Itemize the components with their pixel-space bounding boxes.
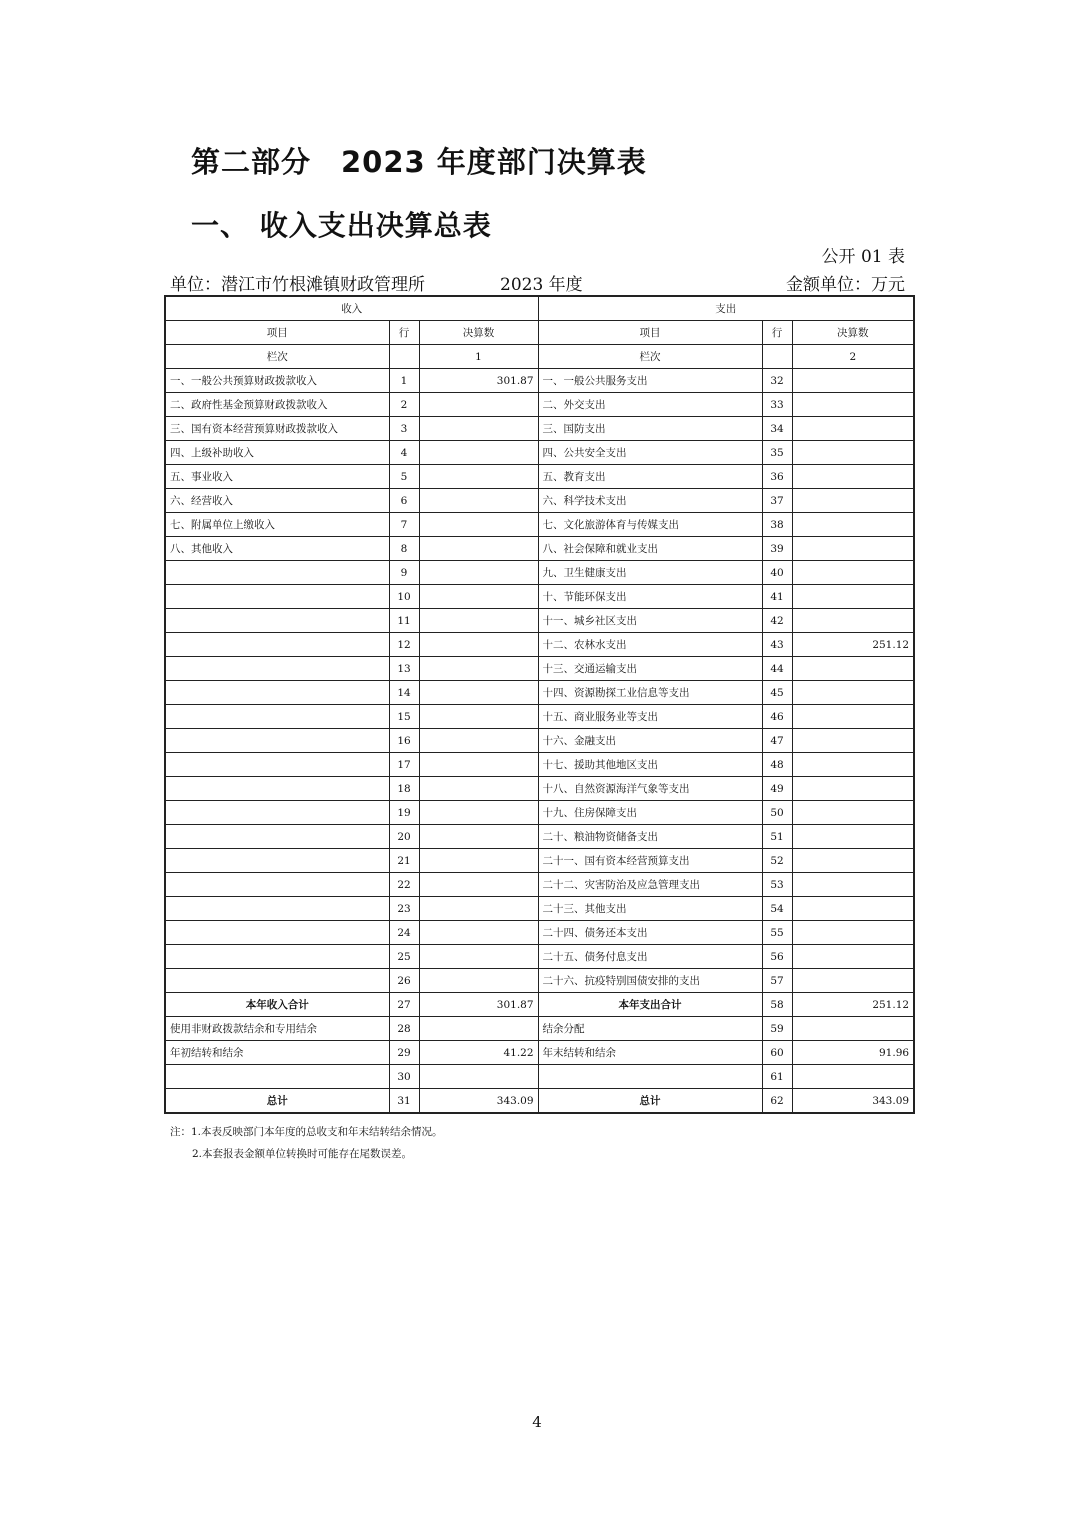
income-item-cell <box>165 801 389 825</box>
expense-line-cell: 60 <box>762 1041 792 1065</box>
expense-amount-cell <box>792 585 914 609</box>
expense-amount-cell <box>792 801 914 825</box>
income-line-cell: 29 <box>389 1041 419 1065</box>
expense-amount-cell <box>792 945 914 969</box>
header-row-index <box>165 345 914 369</box>
expense-line-cell: 41 <box>762 585 792 609</box>
income-amount-cell <box>419 1017 538 1041</box>
expense-line-cell: 48 <box>762 753 792 777</box>
expense-amount-cell <box>792 705 914 729</box>
expense-line-cell: 45 <box>762 681 792 705</box>
income-amount-cell <box>419 465 538 489</box>
expense-item-cell: 本年支出合计 <box>538 993 762 1017</box>
income-line-cell: 6 <box>389 489 419 513</box>
income-item-header: 项目 <box>165 321 389 345</box>
expense-item-cell <box>538 1065 762 1089</box>
expense-amount-cell <box>792 513 914 537</box>
expense-amount-cell <box>792 921 914 945</box>
income-header: 收入 <box>165 296 538 321</box>
expense-amount-cell <box>792 729 914 753</box>
income-expense-table <box>164 295 915 1114</box>
expense-amount-cell <box>792 849 914 873</box>
income-amount-cell <box>419 657 538 681</box>
income-item-cell: 年初结转和结余 <box>165 1041 389 1065</box>
expense-col-index-label: 栏次 <box>538 345 762 369</box>
income-amount-cell <box>419 801 538 825</box>
income-line-cell: 2 <box>389 393 419 417</box>
expense-item-cell: 十二、农林水支出 <box>538 633 762 657</box>
expense-amount-cell <box>792 777 914 801</box>
table-row <box>165 1041 914 1065</box>
expense-amount-cell <box>792 537 914 561</box>
year-label: 2023 年度 <box>500 275 583 295</box>
table-row <box>165 465 914 489</box>
income-amount-cell <box>419 681 538 705</box>
income-amount-cell: 41.22 <box>419 1041 538 1065</box>
header-row-sections <box>165 296 914 321</box>
expense-amount-cell <box>792 681 914 705</box>
income-line-cell: 21 <box>389 849 419 873</box>
income-amount-cell <box>419 609 538 633</box>
income-line-cell: 19 <box>389 801 419 825</box>
expense-item-cell: 十三、交通运输支出 <box>538 657 762 681</box>
expense-amount-cell: 251.12 <box>792 993 914 1017</box>
expense-item-cell: 十九、住房保障支出 <box>538 801 762 825</box>
income-line-cell: 15 <box>389 705 419 729</box>
income-line-cell: 12 <box>389 633 419 657</box>
table-row <box>165 897 914 921</box>
table-row <box>165 825 914 849</box>
expense-amount-cell: 343.09 <box>792 1089 914 1114</box>
table-row <box>165 945 914 969</box>
expense-item-cell: 八、社会保障和就业支出 <box>538 537 762 561</box>
income-item-cell <box>165 681 389 705</box>
expense-item-cell: 二十三、其他支出 <box>538 897 762 921</box>
income-item-cell <box>165 753 389 777</box>
expense-amount-cell <box>792 369 914 393</box>
income-item-cell <box>165 849 389 873</box>
income-amount-cell <box>419 513 538 537</box>
income-item-cell <box>165 705 389 729</box>
expense-item-cell: 十七、援助其他地区支出 <box>538 753 762 777</box>
expense-amount-cell: 251.12 <box>792 633 914 657</box>
income-item-cell: 总计 <box>165 1089 389 1114</box>
expense-line-cell: 43 <box>762 633 792 657</box>
expense-line-cell: 42 <box>762 609 792 633</box>
income-item-cell <box>165 873 389 897</box>
expense-amount-cell <box>792 609 914 633</box>
income-col-index-blank <box>389 345 419 369</box>
table-row <box>165 633 914 657</box>
expense-item-cell: 十八、自然资源海洋气象等支出 <box>538 777 762 801</box>
table-row <box>165 561 914 585</box>
income-line-cell: 14 <box>389 681 419 705</box>
table-row <box>165 777 914 801</box>
income-amount-cell <box>419 441 538 465</box>
income-line-cell: 10 <box>389 585 419 609</box>
expense-item-cell: 年末结转和结余 <box>538 1041 762 1065</box>
expense-line-cell: 40 <box>762 561 792 585</box>
expense-line-cell: 57 <box>762 969 792 993</box>
expense-line-cell: 38 <box>762 513 792 537</box>
income-line-cell: 20 <box>389 825 419 849</box>
expense-line-cell: 50 <box>762 801 792 825</box>
table-row <box>165 705 914 729</box>
expense-line-cell: 39 <box>762 537 792 561</box>
income-amount-cell <box>419 945 538 969</box>
income-line-cell: 27 <box>389 993 419 1017</box>
income-item-cell <box>165 969 389 993</box>
income-item-cell <box>165 1065 389 1089</box>
income-amount-cell <box>419 897 538 921</box>
expense-line-cell: 46 <box>762 705 792 729</box>
table-row <box>165 729 914 753</box>
income-amount-cell <box>419 921 538 945</box>
table-row <box>165 537 914 561</box>
table-row <box>165 609 914 633</box>
income-item-cell: 五、事业收入 <box>165 465 389 489</box>
income-item-cell: 六、经营收入 <box>165 489 389 513</box>
expense-item-header: 项目 <box>538 321 762 345</box>
expense-line-cell: 37 <box>762 489 792 513</box>
expense-line-cell: 34 <box>762 417 792 441</box>
income-amount-cell <box>419 753 538 777</box>
expense-item-cell: 结余分配 <box>538 1017 762 1041</box>
expense-item-cell: 三、国防支出 <box>538 417 762 441</box>
table-row <box>165 681 914 705</box>
expense-line-cell: 35 <box>762 441 792 465</box>
table-row <box>165 801 914 825</box>
income-line-cell: 5 <box>389 465 419 489</box>
income-line-cell: 30 <box>389 1065 419 1089</box>
expense-item-cell: 五、教育支出 <box>538 465 762 489</box>
income-item-cell <box>165 897 389 921</box>
part-title: 第二部分 2023 年度部门决算表 <box>191 145 647 179</box>
expense-item-cell: 十六、金融支出 <box>538 729 762 753</box>
expense-amount-cell <box>792 441 914 465</box>
table-row <box>165 417 914 441</box>
expense-amount-cell <box>792 657 914 681</box>
table-row <box>165 369 914 393</box>
expense-line-cell: 49 <box>762 777 792 801</box>
expense-line-cell: 53 <box>762 873 792 897</box>
note-2: 2.本套报表金额单位转换时可能存在尾数误差。 <box>192 1148 413 1160</box>
income-item-cell <box>165 921 389 945</box>
expense-item-cell: 二十四、债务还本支出 <box>538 921 762 945</box>
expense-line-cell: 62 <box>762 1089 792 1114</box>
expense-item-cell: 十四、资源勘探工业信息等支出 <box>538 681 762 705</box>
unit-label: 单位：潜江市竹根滩镇财政管理所 <box>170 275 425 295</box>
money-unit-label: 金额单位：万元 <box>786 275 905 295</box>
expense-col-index-blank <box>762 345 792 369</box>
income-amount-cell: 301.87 <box>419 993 538 1017</box>
expense-line-cell: 54 <box>762 897 792 921</box>
expense-line-cell: 55 <box>762 921 792 945</box>
income-item-cell: 八、其他收入 <box>165 537 389 561</box>
expense-line-cell: 36 <box>762 465 792 489</box>
expense-item-cell: 二十一、国有资本经营预算支出 <box>538 849 762 873</box>
income-amount-header: 决算数 <box>419 321 538 345</box>
expense-amount-cell <box>792 465 914 489</box>
income-item-cell: 使用非财政拨款结余和专用结余 <box>165 1017 389 1041</box>
income-item-cell <box>165 729 389 753</box>
income-amount-cell <box>419 969 538 993</box>
table-row <box>165 873 914 897</box>
income-amount-cell <box>419 705 538 729</box>
income-line-cell: 13 <box>389 657 419 681</box>
income-item-cell <box>165 945 389 969</box>
income-line-cell: 9 <box>389 561 419 585</box>
expense-line-cell: 44 <box>762 657 792 681</box>
expense-item-cell: 二、外交支出 <box>538 393 762 417</box>
income-col-index-label: 栏次 <box>165 345 389 369</box>
expense-item-cell: 二十五、债务付息支出 <box>538 945 762 969</box>
expense-line-cell: 52 <box>762 849 792 873</box>
income-amount-cell <box>419 777 538 801</box>
expense-amount-cell <box>792 873 914 897</box>
table-row <box>165 657 914 681</box>
table-row <box>165 513 914 537</box>
table-row <box>165 753 914 777</box>
income-line-cell: 4 <box>389 441 419 465</box>
expense-col-index: 2 <box>792 345 914 369</box>
expense-item-cell: 二十、粮油物资储备支出 <box>538 825 762 849</box>
expense-item-cell: 九、卫生健康支出 <box>538 561 762 585</box>
income-item-cell: 一、一般公共预算财政拨款收入 <box>165 369 389 393</box>
income-item-cell: 七、附属单位上缴收入 <box>165 513 389 537</box>
income-item-cell: 二、政府性基金预算财政拨款收入 <box>165 393 389 417</box>
expense-item-cell: 十一、城乡社区支出 <box>538 609 762 633</box>
income-amount-cell <box>419 849 538 873</box>
expense-line-cell: 47 <box>762 729 792 753</box>
table-row <box>165 585 914 609</box>
expense-amount-cell <box>792 489 914 513</box>
income-line-cell: 28 <box>389 1017 419 1041</box>
table-row <box>165 393 914 417</box>
income-amount-cell <box>419 873 538 897</box>
income-item-cell <box>165 633 389 657</box>
income-amount-cell <box>419 633 538 657</box>
expense-item-cell: 十五、商业服务业等支出 <box>538 705 762 729</box>
income-line-cell: 22 <box>389 873 419 897</box>
income-amount-cell <box>419 489 538 513</box>
expense-item-cell: 一、一般公共服务支出 <box>538 369 762 393</box>
header-row-columns <box>165 321 914 345</box>
expense-item-cell: 总计 <box>538 1089 762 1114</box>
income-line-cell: 26 <box>389 969 419 993</box>
income-item-cell <box>165 825 389 849</box>
meta-row <box>170 270 905 295</box>
income-line-cell: 24 <box>389 921 419 945</box>
income-line-cell: 25 <box>389 945 419 969</box>
expense-line-cell: 59 <box>762 1017 792 1041</box>
page-number: 4 <box>532 1413 542 1431</box>
income-amount-cell: 301.87 <box>419 369 538 393</box>
income-line-header: 行 <box>389 321 419 345</box>
expense-amount-cell <box>792 561 914 585</box>
income-line-cell: 23 <box>389 897 419 921</box>
income-line-cell: 17 <box>389 753 419 777</box>
notes <box>170 1121 443 1165</box>
income-line-cell: 3 <box>389 417 419 441</box>
expense-item-cell: 十、节能环保支出 <box>538 585 762 609</box>
expense-amount-header: 决算数 <box>792 321 914 345</box>
table-row <box>165 1065 914 1089</box>
income-line-cell: 8 <box>389 537 419 561</box>
form-number: 公开 01 表 <box>821 247 905 267</box>
table-row <box>165 1089 914 1114</box>
expense-amount-cell <box>792 969 914 993</box>
income-amount-cell <box>419 729 538 753</box>
table-row <box>165 993 914 1017</box>
expense-amount-cell <box>792 417 914 441</box>
expense-amount-cell <box>792 825 914 849</box>
table-row <box>165 441 914 465</box>
expense-amount-cell <box>792 1065 914 1089</box>
income-item-cell <box>165 657 389 681</box>
income-amount-cell <box>419 393 538 417</box>
expense-line-cell: 56 <box>762 945 792 969</box>
expense-item-cell: 六、科学技术支出 <box>538 489 762 513</box>
table-row <box>165 1017 914 1041</box>
income-item-cell <box>165 585 389 609</box>
income-amount-cell: 343.09 <box>419 1089 538 1114</box>
income-line-cell: 1 <box>389 369 419 393</box>
income-amount-cell <box>419 561 538 585</box>
expense-item-cell: 二十六、抗疫特别国债安排的支出 <box>538 969 762 993</box>
income-line-cell: 16 <box>389 729 419 753</box>
expense-line-header: 行 <box>762 321 792 345</box>
expense-item-cell: 四、公共安全支出 <box>538 441 762 465</box>
income-line-cell: 7 <box>389 513 419 537</box>
expense-amount-cell <box>792 1017 914 1041</box>
table-row <box>165 921 914 945</box>
expense-amount-cell: 91.96 <box>792 1041 914 1065</box>
expense-line-cell: 33 <box>762 393 792 417</box>
income-item-cell: 三、国有资本经营预算财政拨款收入 <box>165 417 389 441</box>
income-item-cell <box>165 609 389 633</box>
expense-item-cell: 七、文化旅游体育与传媒支出 <box>538 513 762 537</box>
expense-amount-cell <box>792 753 914 777</box>
income-item-cell <box>165 561 389 585</box>
expense-line-cell: 61 <box>762 1065 792 1089</box>
income-item-cell <box>165 777 389 801</box>
note-1: 注：1.本表反映部门本年度的总收支和年末结转结余情况。 <box>170 1126 443 1138</box>
income-line-cell: 11 <box>389 609 419 633</box>
income-col-index: 1 <box>419 345 538 369</box>
income-amount-cell <box>419 417 538 441</box>
income-amount-cell <box>419 585 538 609</box>
income-item-cell: 本年收入合计 <box>165 993 389 1017</box>
expense-line-cell: 58 <box>762 993 792 1017</box>
income-item-cell: 四、上级补助收入 <box>165 441 389 465</box>
income-amount-cell <box>419 537 538 561</box>
table-row <box>165 849 914 873</box>
income-line-cell: 31 <box>389 1089 419 1114</box>
expense-amount-cell <box>792 393 914 417</box>
table-row <box>165 489 914 513</box>
table-row <box>165 969 914 993</box>
expense-header: 支出 <box>538 296 914 321</box>
expense-amount-cell <box>792 897 914 921</box>
income-amount-cell <box>419 825 538 849</box>
table-title: 一、 收入支出决算总表 <box>191 209 492 242</box>
income-amount-cell <box>419 1065 538 1089</box>
expense-item-cell: 二十二、灾害防治及应急管理支出 <box>538 873 762 897</box>
income-line-cell: 18 <box>389 777 419 801</box>
expense-line-cell: 32 <box>762 369 792 393</box>
expense-line-cell: 51 <box>762 825 792 849</box>
